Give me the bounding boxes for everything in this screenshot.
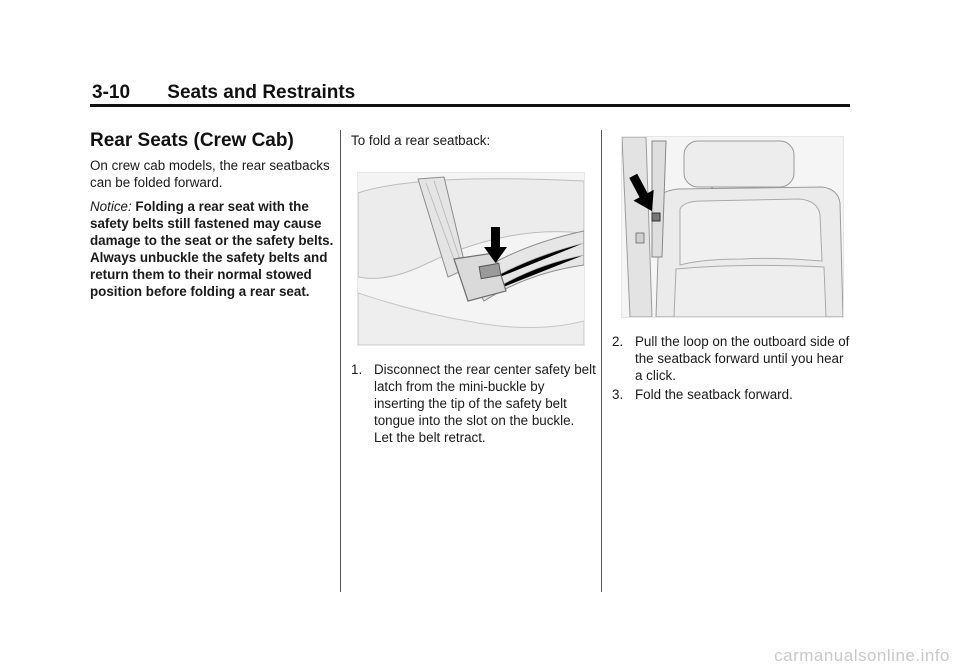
section-title: Rear Seats (Crew Cab) xyxy=(90,130,294,151)
step-2-number: 2. xyxy=(612,334,624,349)
notice-paragraph xyxy=(90,198,334,300)
notice-label: Notice: xyxy=(90,199,132,214)
column-divider-left xyxy=(340,130,341,592)
step-2-text: Pull the loop on the outboard side of the seatback forward until you hear a click. xyxy=(635,334,850,383)
intro-paragraph: On crew cab models, the rear seatbacks can be folded forward. xyxy=(90,158,330,190)
page-number: 3-10 xyxy=(92,82,131,103)
step-2 xyxy=(612,333,852,384)
seatback-loop-illustration xyxy=(622,137,843,317)
chapter-title: Seats and Restraints xyxy=(167,82,356,103)
figure-seatbelt-buckle xyxy=(357,172,585,346)
fold-intro: To fold a rear seatback: xyxy=(351,133,491,148)
figure-seatback-loop xyxy=(621,136,844,318)
header-rule xyxy=(90,104,850,107)
seatbelt-buckle-illustration xyxy=(358,173,584,345)
step-3-number: 3. xyxy=(612,387,624,402)
page-header xyxy=(92,82,355,104)
watermark: carmanualsonline.info xyxy=(774,646,950,665)
step-3-text: Fold the seatback forward. xyxy=(635,387,793,402)
step-1 xyxy=(351,361,596,446)
step-1-number: 1. xyxy=(351,362,363,377)
step-3 xyxy=(612,386,852,403)
column-divider-right xyxy=(601,130,602,592)
notice-text: Folding a rear seat with the safety belts still fastened may cause damage to the seat or the safety belts. Always unbuckle the safety belts and return them to their normal stowed position before folding a rear seat. xyxy=(90,199,334,299)
step-1-text: Disconnect the rear center safety belt latch from the mini-buckle by inserting the tip of the safety belt tongue into the slot on the buckle. Let the belt retract. xyxy=(374,362,596,445)
